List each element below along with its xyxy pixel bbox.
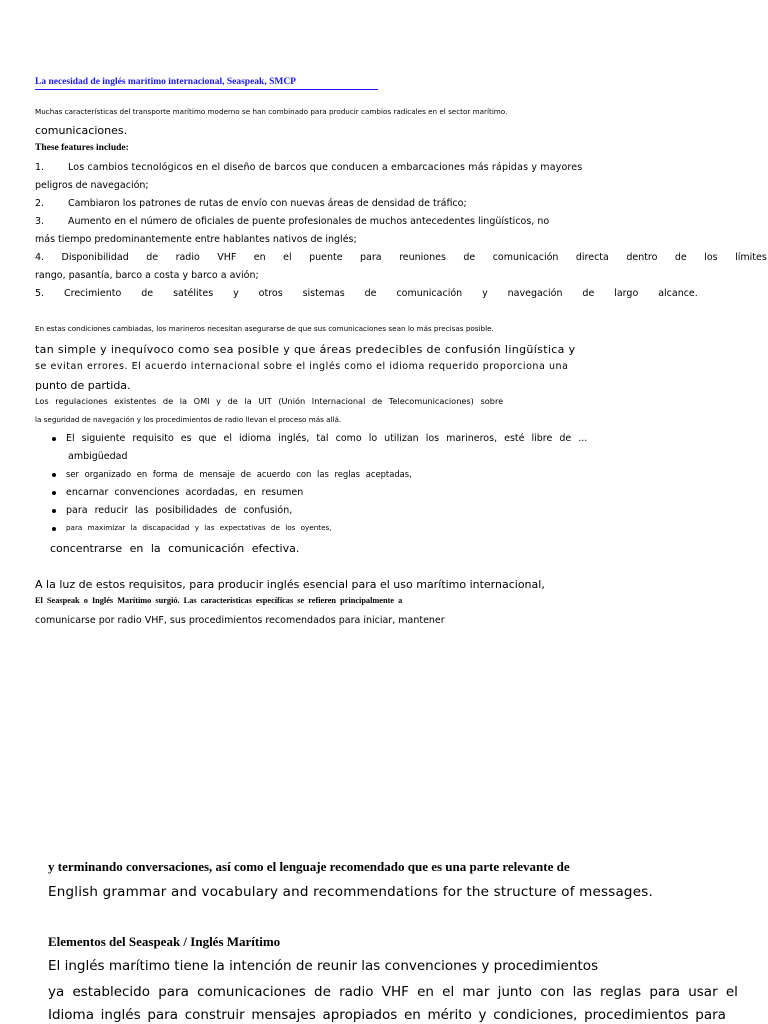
paragraph-word: en [417,984,434,1000]
bottom-line-2: English grammar and vocabulary and recommendations for the structure of messages. [48,884,653,900]
intro-line-1: Muchas características del transporte marítimo moderno se han combinado para producir cambios radicales en el sector marítimo. [35,107,508,116]
item-4-word: los [704,252,718,263]
item-1-continued: peligros de navegación; [35,180,149,191]
paragraph-word: inglés [100,1007,141,1023]
bullet-dot [52,509,56,513]
bullet-item-2: ser organizado en forma de mensaje de acuerdo con las reglas aceptadas, [66,469,412,479]
paragraph-word: mérito [427,1007,472,1023]
item-5-word: 5. [35,288,45,299]
bullet-item-1: El siguiente requisito es que el idioma inglés, tal como lo utilizan los marineros, esté libre de ... [66,433,588,444]
title-row [35,72,378,90]
paragraph-word: y [478,1007,487,1023]
bullet-item-1-continued: ambigüedad [68,451,128,462]
paragraph-word: en [403,1007,421,1023]
paragraph-word: procedimientos [584,1007,689,1023]
paragraph-word: usar [688,984,718,1000]
paragraph-word: junto [497,984,533,1000]
conditions-line-6: la seguridad de navegación y los procedimientos de radio llevan el proceso más allá. [35,415,342,424]
item-4-word: el [283,252,292,263]
item-4-word: de [674,252,687,263]
bullet-dot [52,491,56,495]
item-2-number: 2. [35,198,45,209]
bottom-line-1: y terminando conversaciones, así como el lenguaje recomendado que es una parte relevante de [48,859,570,874]
paragraph-word: para [158,984,189,1000]
bullet-dot [52,437,56,441]
requirements-line-1: A la luz de estos requisitos, para producir inglés esencial para el uso marítimo internacional, [35,578,545,591]
title-link[interactable]: La necesidad de inglés marítimo internacional, Seaspeak, SMCP [35,78,378,90]
bullet-item-5: para maximizar la discapacidad y las expectativas de los oyentes, [66,523,332,532]
bottom-paragraph-line-1: El inglés marítimo tiene la intención de reunir las convenciones y procedimientos [48,958,599,974]
item-4-word: comunicación [492,252,559,263]
item-2-text: Cambiaron los patrones de rutas de envío con nuevas áreas de densidad de tráfico; [68,198,467,209]
bottom-paragraph-line-3 [48,1009,726,1023]
conditions-line-5: Los regulaciones existentes de la OMI y de la UIT (Unión Internacional de Telecomunicaciones) sobre [35,396,504,406]
conditions-line-1: En estas condiciones cambiadas, los marineros necesitan asegurarse de que sus comunicaciones sean lo más precisas posible. [35,324,494,333]
paragraph-word: apropiados [322,1007,398,1023]
item-4-word: directa [575,252,609,263]
paragraph-word: construir [184,1007,245,1023]
item-4-word: de [146,252,159,263]
bullet-item-4: para reducir las posibilidades de confusión, [66,505,293,516]
item-1-number: 1. [35,162,45,173]
item-5-word: navegación [507,288,563,299]
paragraph-word: para [147,1007,178,1023]
conditions-line-3: se evitan errores. El acuerdo internacional sobre el inglés como el idioma requerido proporciona una [35,361,569,372]
item-4-word: límites [735,252,767,263]
paragraph-word: el [442,984,455,1000]
item-5-text [35,289,698,299]
paragraph-word: establecido [72,984,151,1000]
paragraph-word: radio [339,984,374,1000]
item-4-word: de [463,252,476,263]
item-5-word: de [141,288,154,299]
conditions-line-2: tan simple y inequívoco como sea posible y que áreas predecibles de confusión lingüística y [35,343,576,356]
item-4-word: en [253,252,266,263]
section-heading: Elementos del Seaspeak / Inglés Marítimo [48,934,281,949]
paragraph-word: mar [462,984,490,1000]
paragraph-word: reglas [599,984,642,1000]
item-5-word: satélites [173,288,214,299]
paragraph-word: el [725,984,738,1000]
bullet-dot [52,473,56,477]
item-4-word: dentro [626,252,658,263]
conditions-line-4: punto de partida. [35,379,131,392]
paragraph-word: mensajes [251,1007,316,1023]
paragraph-word: comunicaciones [197,984,306,1000]
item-4-word: VHF [217,252,237,263]
paragraph-word: ya [48,984,65,1000]
item-4-word: para [360,252,382,263]
item-5-word: otros [258,288,283,299]
item-4-word: 4. [35,252,45,263]
item-3-text: Aumento en el número de oficiales de puente profesionales de muchos antecedentes lingüísticos, no [68,216,550,227]
bullet-item-6: concentrarse en la comunicación efectiva. [50,542,300,555]
item-4-continued: rango, pasantía, barco a costa y barco a avión; [35,270,259,281]
requirements-line-2: El Seaspeak o Inglés Marítimo surgió. Las características específicas se refieren principalmente a [35,596,403,605]
item-3-number: 3. [35,216,45,227]
item-5-word: largo [614,288,639,299]
requirements-line-3: comunicarse por radio VHF, sus procedimientos recomendados para iniciar, mantener [35,615,445,626]
paragraph-word: condiciones, [493,1007,578,1023]
bullet-dot [52,527,56,531]
item-5-word: de [582,288,595,299]
item-4-word: reuniones [399,252,446,263]
paragraph-word: VHF [381,984,409,1000]
item-5-word: comunicación [396,288,463,299]
item-5-word: sistemas [302,288,345,299]
paragraph-word: de [314,984,331,1000]
paragraph-word: con [540,984,565,1000]
item-4-word: puente [309,252,343,263]
paragraph-word: para [649,984,680,1000]
item-4-word: radio [175,252,200,263]
intro-line-2: comunicaciones. [35,124,128,137]
item-4-text [35,253,767,263]
item-5-word: y [233,288,239,299]
bullet-item-3: encarnar convenciones acordadas, en resumen [66,487,304,498]
paragraph-word: para [695,1007,726,1023]
paragraph-word: las [572,984,592,1000]
item-5-word: de [364,288,377,299]
item-3-continued: más tiempo predominantemente entre hablantes nativos de inglés; [35,234,357,245]
item-5-word: Crecimiento [64,288,122,299]
features-heading: These features include: [35,143,129,153]
item-5-word: alcance. [658,288,698,299]
item-1-text: Los cambios tecnológicos en el diseño de barcos que conducen a embarcaciones más rápidas y mayores [68,162,583,173]
bottom-paragraph-line-2 [48,986,738,1000]
paragraph-word: Idioma [48,1007,94,1023]
item-5-word: y [482,288,488,299]
item-4-word: Disponibilidad [61,252,129,263]
